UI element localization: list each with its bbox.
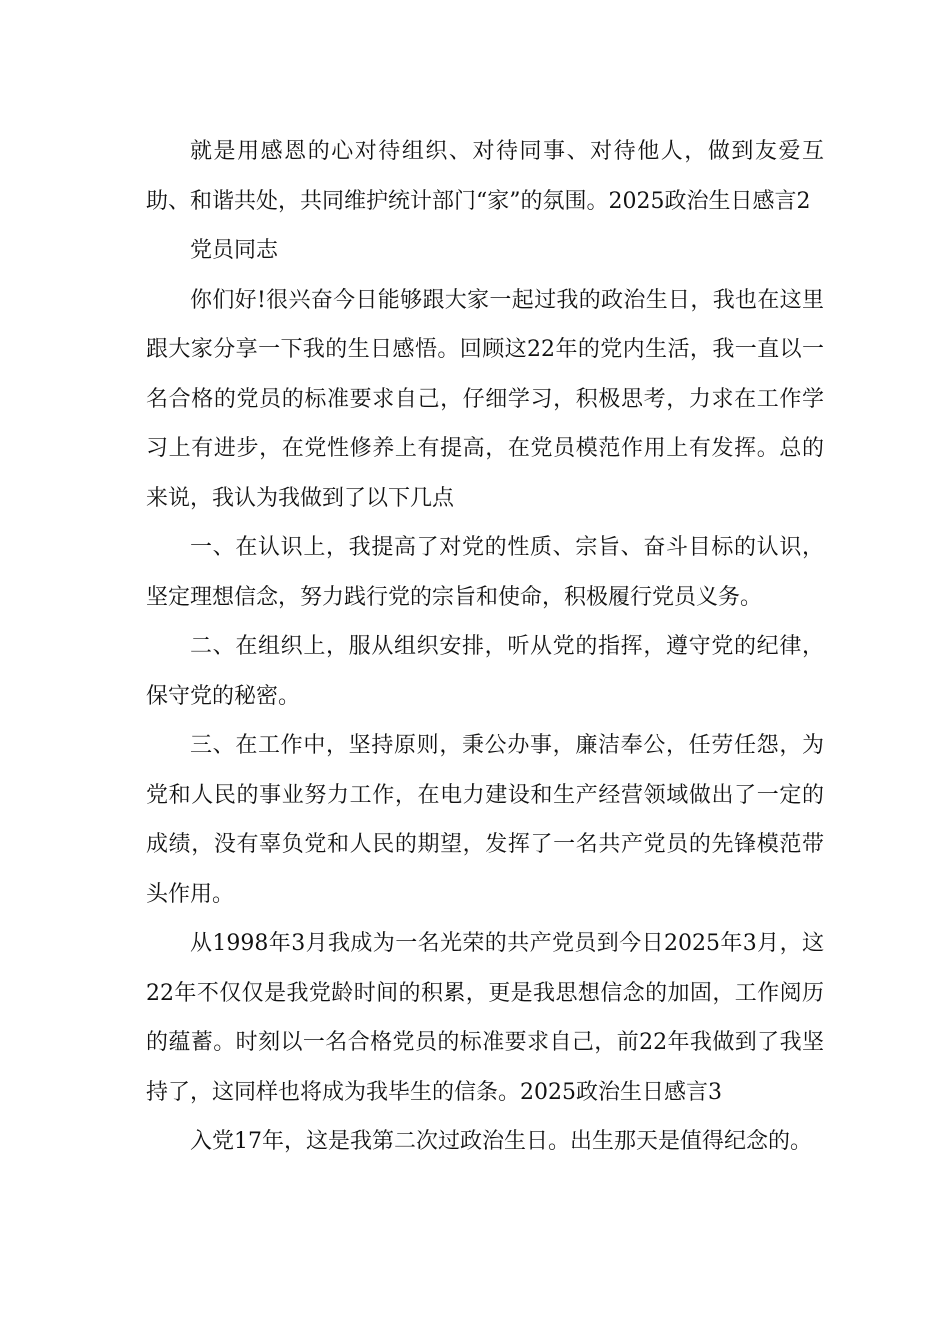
- paragraph-gratitude: 就是用感恩的心对待组织、对待同事、对待他人，做到友爱互助、和谐共处，共同维护统计部门“家”的氛围。2025政治生日感言2: [146, 139, 824, 214]
- paragraph-point-two: 二、在组织上，服从组织安排，听从党的指挥，遵守党的纪律，保守党的秘密。: [146, 634, 824, 709]
- paragraph-point-three: 三、在工作中，坚持原则，秉公办事，廉洁奉公，任劳任怨，为党和人民的事业努力工作，在电力建设和生产经营领域做出了一定的成绩，没有辜负党和人民的期望，发挥了一名共产党员的先锋模范带头作用。: [146, 733, 824, 907]
- document-body: [146, 127, 824, 1167]
- paragraph-point-one: 一、在认识上，我提高了对党的性质、宗旨、奋斗目标的认识，坚定理想信念，努力践行党的宗旨和使命，积极履行党员义务。: [146, 535, 824, 610]
- paragraph-greeting: 你们好!很兴奋今日能够跟大家一起过我的政治生日，我也在这里跟大家分享一下我的生日感悟。回顾这22年的党内生活，我一直以一名合格的党员的标准要求自己，仔细学习，积极思考，力求在工作学习上有进步，在党性修养上有提高，在党员模范作用上有发挥。总的来说，我认为我做到了以下几点: [146, 287, 824, 511]
- paragraph-seventeen-years: 入党17年，这是我第二次过政治生日。出生那天是值得纪念的。: [190, 1129, 812, 1154]
- paragraph-since-1998: 从1998年3月我成为一名光荣的共产党员到今日2025年3月，这22年不仅仅是我党龄时间的积累，更是我思想信念的加固，工作阅历的蕴蓄。时刻以一名合格党员的标准要求自己，前22年我做到了我坚持了，这同样也将成为我毕生的信条。2025政治生日感言3: [146, 931, 824, 1105]
- paragraph-salutation: 党员同志: [190, 238, 279, 263]
